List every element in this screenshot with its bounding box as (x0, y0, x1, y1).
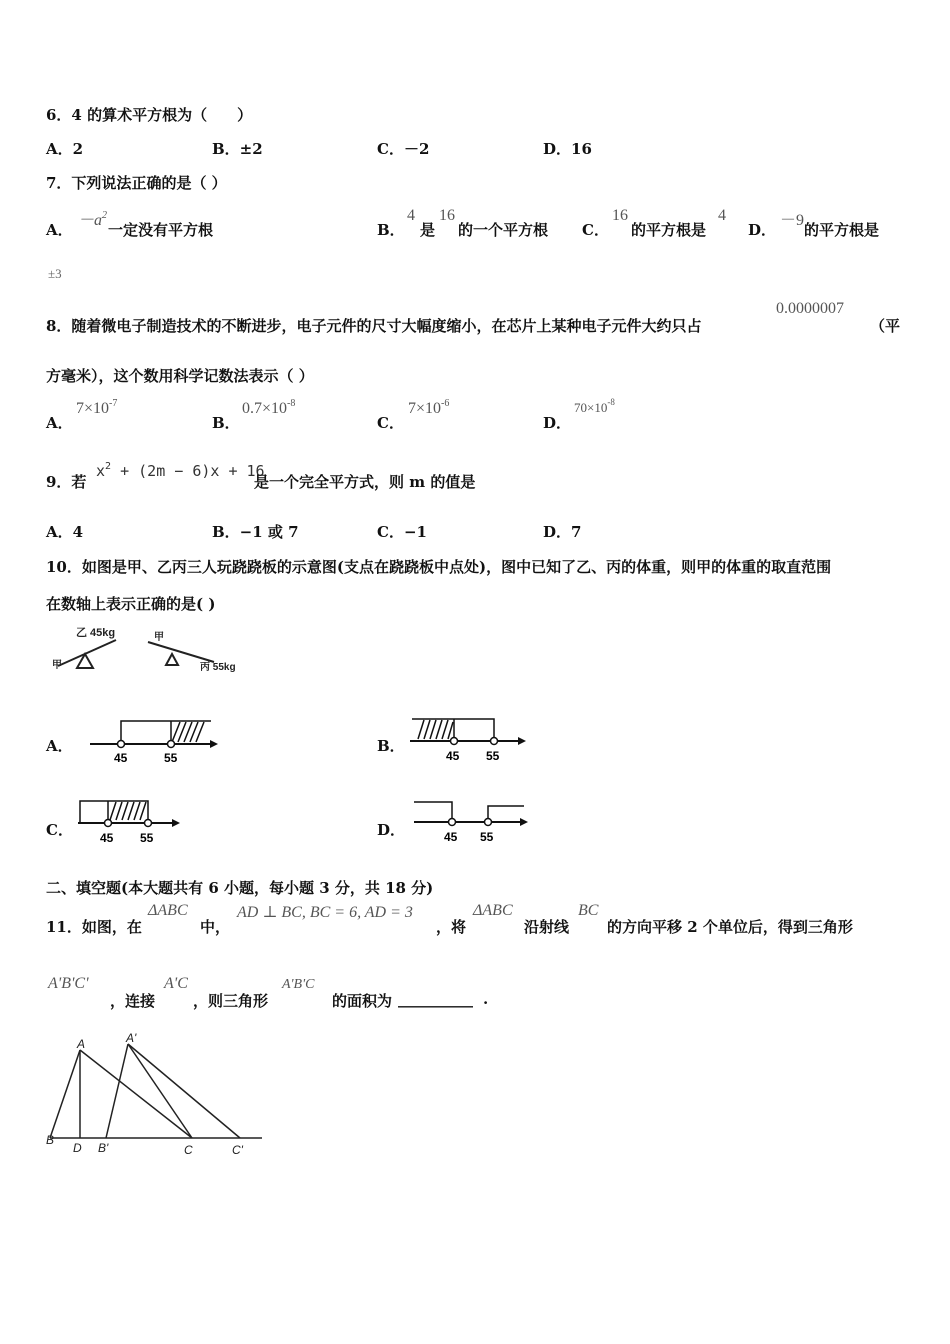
open-point-45 (118, 741, 125, 748)
q10-option-c-numberline (76, 796, 186, 846)
q11-text-5: 的方向平移 2 个单位后，得到三角形 (607, 918, 853, 936)
right-seesaw-board (148, 642, 214, 662)
q7-option-a-label: A． (46, 221, 73, 239)
q8-option-c-math: $7\times 10^{-6}$ (408, 398, 450, 417)
q9-option-d: D．7 (543, 523, 582, 541)
q7-option-a-text: 一定没有平方根 (108, 221, 214, 239)
q7-option-d-math2: ±3 (48, 266, 62, 281)
q11-math-1: ΔABC (148, 902, 188, 919)
range-right-bracket (488, 806, 524, 822)
range-left-bracket (414, 802, 452, 822)
tick-label-55: 55 (480, 830, 494, 844)
q9-expression: $x^2 + (2m - 6)x + 16$ (96, 461, 265, 480)
q7-option-b-math2: 16 (439, 207, 455, 224)
q7-option-c-math1: 16 (612, 207, 628, 224)
q7-option-b-text2: 的一个平方根 (458, 221, 549, 239)
q8-option-d-math: $70\times 10^{-8}$ (574, 397, 615, 415)
q11-text-3: ，将 (436, 918, 467, 936)
segment-A2C2 (128, 1044, 240, 1138)
left-seesaw-bottom-label: 甲 (52, 660, 62, 671)
left-seesaw-top-label: 乙 45kg (76, 627, 116, 639)
q10-stem-line2: 在数轴上表示正确的是( ) (46, 595, 216, 613)
q11-math-7: A'B'C (282, 977, 315, 992)
q11-text-6: ，连接 (110, 992, 156, 1010)
segment-AC (80, 1050, 192, 1138)
open-point-55 (491, 738, 498, 745)
q9-option-a: A．4 (46, 523, 84, 541)
q7-option-a-math: $-a^2$ (78, 210, 108, 229)
tick-label-55: 55 (140, 831, 154, 845)
q11-text-1: 11．如图，在 (46, 918, 142, 936)
open-point-45 (451, 738, 458, 745)
label-C-prime: C' (232, 1143, 243, 1157)
hatch-region (172, 722, 204, 742)
q10-option-a-label: A． (46, 737, 73, 755)
axis-arrow (520, 818, 528, 826)
label-B: B (46, 1133, 55, 1147)
q6-option-c: C．－2 (377, 140, 430, 158)
q10-option-d-numberline (412, 796, 537, 846)
q10-option-a-numberline (88, 716, 223, 766)
q6-option-d: D．16 (543, 140, 592, 158)
section2-title: 二、填空题(本大题共有 6 小题，每小题 3 分，共 18 分) (46, 879, 434, 897)
hatch-region (110, 802, 146, 820)
q7-option-d-math1: －9 (780, 212, 805, 229)
q11-text-4: 沿射线 (524, 918, 570, 936)
segment-AB (50, 1050, 80, 1138)
q8-option-b-math: $0.7\times 10^{-8}$ (242, 398, 296, 417)
q7-option-d-text1: 的平方根是 (804, 221, 880, 239)
right-seesaw-fulcrum (166, 654, 178, 665)
q8-stem-line1: 8．随着微电子制造技术的不断进步，电子元件的尺寸大幅度缩小，在芯片上某种电子元件大约只占 (46, 317, 702, 335)
tick-label-55: 55 (486, 749, 500, 763)
axis-arrow (518, 737, 526, 745)
q10-option-b-label: B． (377, 737, 405, 755)
q7-option-c-text1: 的平方根是 (631, 221, 707, 239)
q11-text-9: . (483, 990, 489, 1008)
q8-option-a-label: A． (46, 414, 73, 432)
q8-option-d-label: D． (543, 414, 572, 432)
q11-text-8: 的面积为 (332, 992, 393, 1010)
q8-value: 0.0000007 (776, 300, 844, 317)
right-seesaw-bottom-label: 丙 55kg (200, 662, 236, 673)
q11-math-6: A'C (164, 975, 188, 992)
open-point-55 (485, 819, 492, 826)
q7-option-b-label: B． (377, 221, 405, 239)
q11-math-3: ΔABC (473, 902, 513, 919)
tick-label-45: 45 (446, 749, 460, 763)
axis-arrow (172, 819, 180, 827)
q7-option-d-label: D． (748, 221, 777, 239)
open-point-55 (168, 741, 175, 748)
q7-stem: 7．下列说法正确的是（ ） (46, 174, 227, 192)
label-D: D (73, 1141, 82, 1155)
label-A-prime: A' (126, 1031, 137, 1045)
q6-option-a: A．2 (46, 140, 84, 158)
q9-option-c: C．−1 (377, 523, 427, 541)
segment-A2C (128, 1044, 192, 1138)
open-point-45 (105, 820, 112, 827)
q11-math-2: AD ⊥ BC, BC = 6, AD = 3 (237, 904, 413, 921)
q8-option-b-label: B． (212, 414, 240, 432)
q8-stem-line1-end: （平 (870, 317, 901, 335)
q9-stem-prefix: 9．若 (46, 473, 87, 491)
seesaw-figure (48, 622, 248, 678)
q6-option-b: B．±2 (212, 140, 263, 158)
right-seesaw-top-label: 甲 (154, 632, 164, 643)
open-point-45 (449, 819, 456, 826)
q6-stem: 6．4 的算术平方根为（ ） (46, 106, 253, 124)
label-C: C (184, 1143, 193, 1157)
tick-label-45: 45 (114, 751, 128, 765)
q11-text-7: ，则三角形 (193, 992, 269, 1010)
q7-option-c-label: C． (582, 221, 609, 239)
q8-option-a-math: $7\times 10^{-7}$ (76, 398, 118, 417)
label-B-prime: B' (98, 1141, 109, 1155)
label-A: A (77, 1037, 86, 1051)
q7-option-b-math1: 4 (407, 207, 415, 224)
q11-text-2: 中， (200, 918, 231, 936)
tick-label-55: 55 (164, 751, 178, 765)
q10-stem-line1: 10．如图是甲、乙丙三人玩跷跷板的示意图(支点在跷跷板中点处)，图中已知了乙、丙的体重，则甲的体重的取直范围 (46, 558, 832, 576)
q11-triangle-figure (44, 1032, 274, 1162)
open-point-55 (145, 820, 152, 827)
q11-answer-blank[interactable]: __________ (398, 990, 473, 1008)
left-seesaw-board (58, 640, 116, 666)
q10-option-d-label: D． (377, 821, 406, 839)
hatch-region (418, 720, 453, 739)
q8-option-c-label: C． (377, 414, 404, 432)
q10-option-c-label: C． (46, 821, 73, 839)
q7-option-c-math2: 4 (718, 207, 726, 224)
q9-option-b: B．−1 或 7 (212, 523, 299, 541)
q11-math-4: BC (578, 902, 599, 919)
q9-stem-suffix: 是一个完全平方式，则 m 的值是 (254, 473, 476, 491)
range-bracket (80, 801, 148, 823)
q11-math-5: A'B'C' (48, 975, 89, 992)
segment-A2B2 (106, 1044, 128, 1138)
tick-label-45: 45 (444, 830, 458, 844)
tick-label-45: 45 (100, 831, 114, 845)
q8-stem-line2: 方毫米），这个数用科学记数法表示（ ） (46, 367, 314, 385)
q10-option-b-numberline (408, 714, 538, 766)
q7-option-b-text1: 是 (420, 221, 436, 239)
axis-arrow (210, 740, 218, 748)
